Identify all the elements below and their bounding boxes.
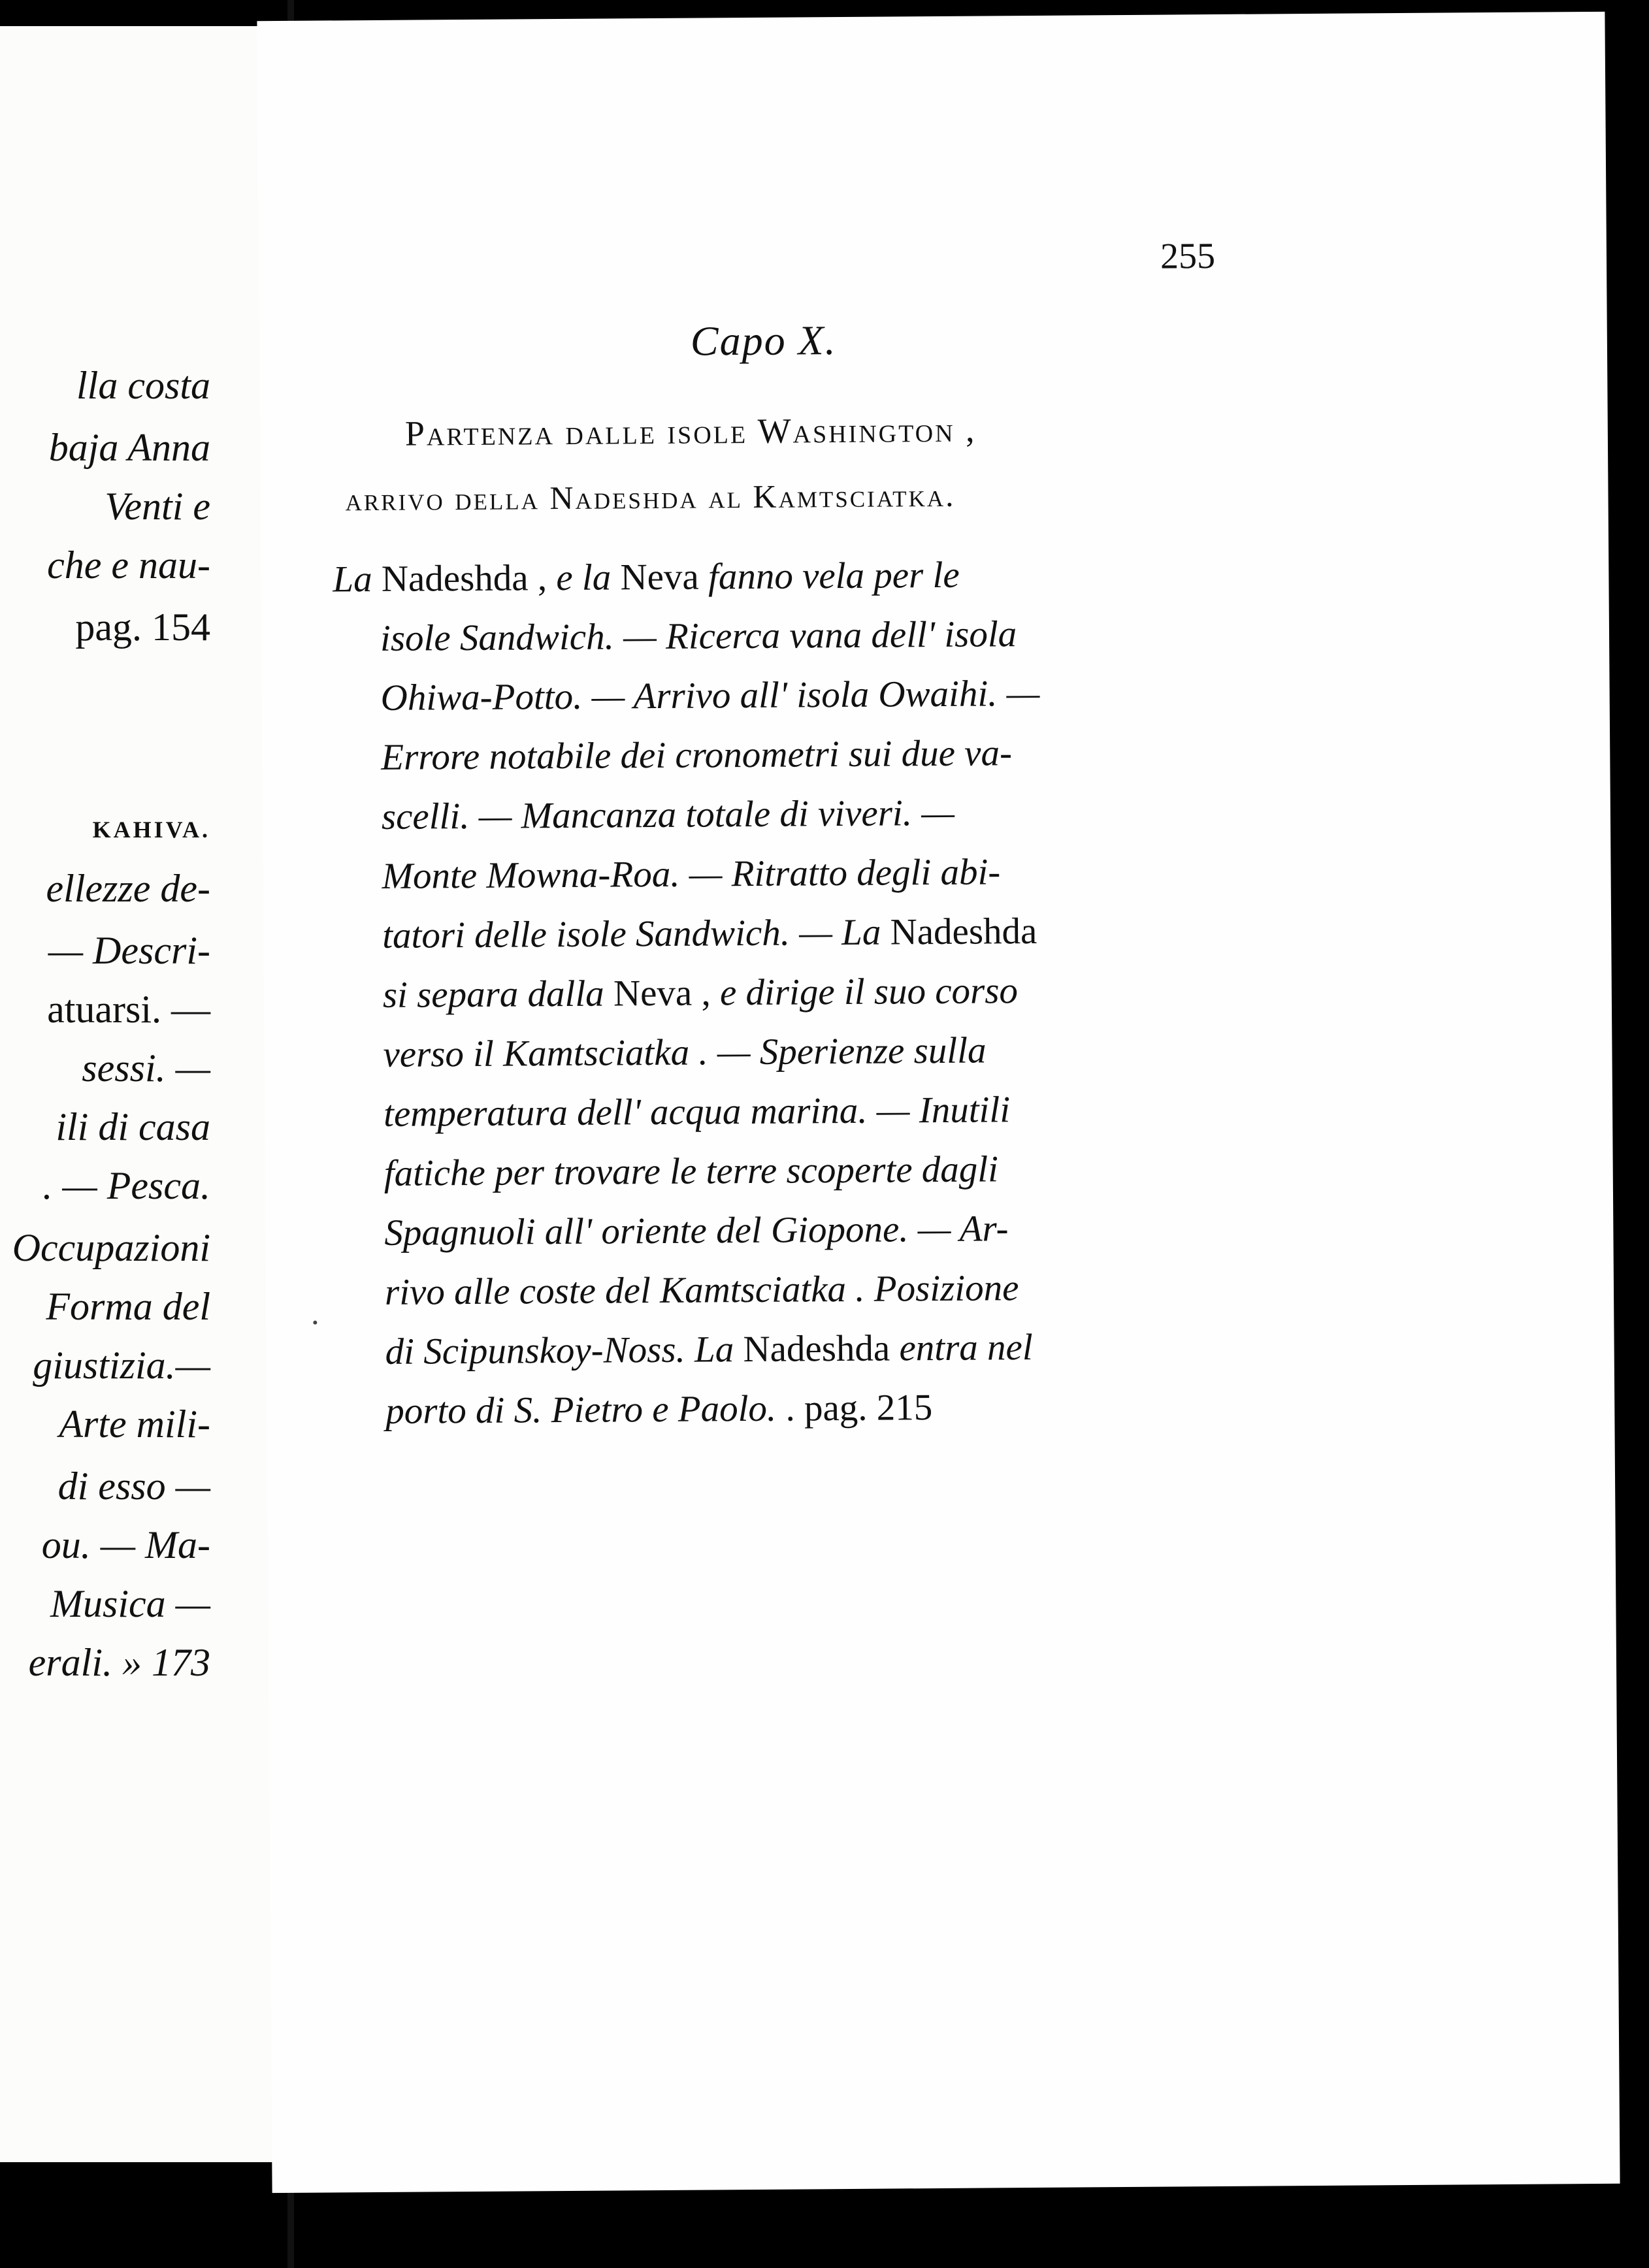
summary-line <box>333 543 1274 609</box>
left-line: ili di casa <box>56 1105 210 1148</box>
summary-line <box>333 662 1275 728</box>
summary-segment: Neva <box>620 556 709 598</box>
left-page-fragment <box>0 26 287 2162</box>
chapter-title-line: Partenza dalle isole Washington , <box>404 410 977 453</box>
summary-line <box>334 721 1275 787</box>
left-line: di esso — <box>57 1465 210 1508</box>
summary-segment: porto di S. Pietro e Paolo. <box>385 1387 777 1432</box>
summary-line <box>335 840 1276 906</box>
summary-line <box>338 1316 1279 1382</box>
chapter-summary <box>333 543 1279 1441</box>
left-line: sessi. — <box>82 1046 210 1090</box>
summary-segment: temperatura dell' acqua marina. — Inutili <box>383 1089 1011 1135</box>
summary-segment: Ohiwa-Potto. — Arrivo all' isola Owaihi. — <box>380 672 1040 719</box>
summary-segment: di Scipunskoy-Noss. La <box>385 1329 743 1372</box>
paper-speck <box>313 1321 317 1325</box>
page-number: 255 <box>1160 236 1216 277</box>
summary-line <box>338 1375 1280 1441</box>
summary-line <box>333 602 1275 668</box>
summary-segment: entra nel <box>899 1327 1033 1369</box>
summary-segment: fatiche per trovare le terre scoperte dagli <box>384 1148 999 1194</box>
summary-segment: Errore notabile dei cronometri sui due va- <box>381 732 1013 778</box>
summary-segment: Nadeshda <box>890 910 1037 953</box>
summary-segment: verso il Kamtsciatka . — Sperienze sulla <box>383 1029 987 1075</box>
left-line: Occupazioni <box>12 1226 210 1269</box>
summary-line <box>337 1197 1279 1263</box>
right-page <box>257 12 1620 2193</box>
summary-line <box>336 1137 1278 1203</box>
left-line: — Descri- <box>48 929 210 972</box>
left-line: erali. » 173 <box>28 1641 210 1684</box>
summary-segment: . pag. 215 <box>776 1387 933 1429</box>
chapter-heading: Capo X. <box>690 317 837 364</box>
summary-line <box>336 959 1277 1025</box>
chapter-title-line: arrivo della Nadeshda al Kamtsciatka. <box>345 476 956 518</box>
summary-line <box>335 781 1276 847</box>
left-line: Venti e <box>105 485 210 528</box>
summary-segment: e la <box>556 557 621 599</box>
left-line: KAHIVA. <box>92 817 210 843</box>
left-line: pag. 154 <box>75 606 210 649</box>
left-line: Musica — <box>50 1582 210 1625</box>
summary-segment: Nadeshda <box>743 1327 900 1370</box>
summary-line <box>338 1256 1279 1322</box>
summary-line <box>335 899 1277 965</box>
left-line: lla costa <box>76 364 210 407</box>
summary-segment: Spagnuoli all' oriente del Giopone. — Ar- <box>384 1208 1009 1254</box>
summary-segment: si separa dalla <box>382 973 614 1016</box>
left-line: baja Anna <box>48 426 210 469</box>
summary-segment: isole Sandwich. — Ricerca vana dell' isola <box>380 613 1017 659</box>
summary-line <box>336 1078 1278 1144</box>
summary-line <box>336 1018 1277 1084</box>
summary-segment: Neva , <box>613 972 721 1014</box>
summary-segment: Monte Mowna-Roa. — Ritratto degli abi- <box>382 851 1001 897</box>
summary-segment: fanno vela per le <box>708 554 960 598</box>
summary-segment: scelli. — Mancanza totale di viveri. — <box>381 792 955 837</box>
left-line: giustizia.— <box>33 1344 210 1387</box>
summary-segment: La <box>333 558 382 600</box>
left-line: . — Pesca. <box>42 1164 210 1207</box>
summary-segment: Nadeshda , <box>381 557 557 600</box>
summary-segment: rivo alle coste del Kamtsciatka . Posizione <box>384 1267 1019 1313</box>
summary-segment: e dirige il suo corso <box>719 970 1019 1014</box>
left-line: che e nau- <box>47 543 210 587</box>
summary-segment: tatori delle isole Sandwich. — La <box>382 911 890 956</box>
left-line: Forma del <box>46 1285 210 1328</box>
left-line: ellezze de- <box>46 867 210 910</box>
left-line: atuarsi. — <box>47 988 210 1031</box>
left-line: ou. — Ma- <box>41 1523 210 1566</box>
left-line: Arte mili- <box>59 1402 210 1446</box>
